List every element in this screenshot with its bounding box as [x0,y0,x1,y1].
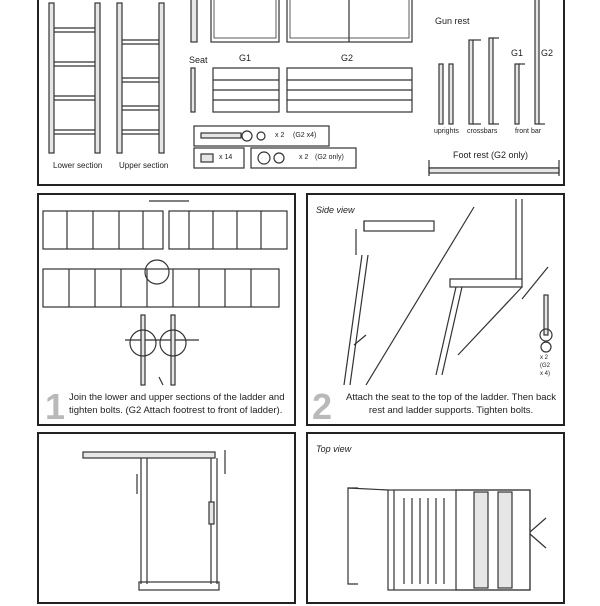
lower-section-ladder [49,3,100,153]
step1-panel [37,193,296,426]
step2-panel [306,193,565,426]
label-lower-section: Lower section [53,161,103,170]
label-upper-section: Upper section [119,161,169,170]
step2-bolt-qty: x 2 [540,355,549,361]
step2-bolt-note1: (G2 [540,363,551,369]
label-g1: G1 [239,53,252,63]
label-g1-right: G1 [511,48,524,58]
label-front-bar: front bar [515,128,542,135]
step3-panel [37,432,296,604]
step4-drawing [308,434,567,606]
step4-panel [306,432,565,604]
bolt-round-note: (G2 only) [315,154,344,161]
label-gun-rest: Gun rest [435,16,470,26]
label-foot-rest: Foot rest (G2 only) [453,150,529,160]
step2-bolt-note2: x 4) [540,371,551,377]
bolt-long-qty: x 2 [275,132,285,139]
label-g2: G2 [341,53,354,63]
bolt-long-note: (G2 x4) [293,132,317,139]
parts-panel [37,0,565,186]
upper-section-ladder [117,3,164,153]
step1-text: Join the lower and upper sections of the ladder and tighten bolts. (G2 Attach footrest to front of ladder). [69,392,285,416]
label-uprights: uprights [434,128,459,135]
bolt-round-qty: x 2 [299,154,309,161]
label-crossbars: crossbars [467,128,498,135]
label-seat: Seat [189,55,208,65]
step2-text: Attach the seat to the top of the ladder. Then back rest and ladder supports. Tighten bolts. [345,392,557,416]
step4-view-label: Top view [316,444,352,454]
step2-view-label: Side view [316,205,355,215]
label-g2-right: G2 [541,48,554,58]
step1-number: 1 [45,386,66,427]
step3-drawing [39,434,298,606]
bolt-short-qty: x 14 [219,154,233,161]
step2-number: 2 [312,386,333,427]
